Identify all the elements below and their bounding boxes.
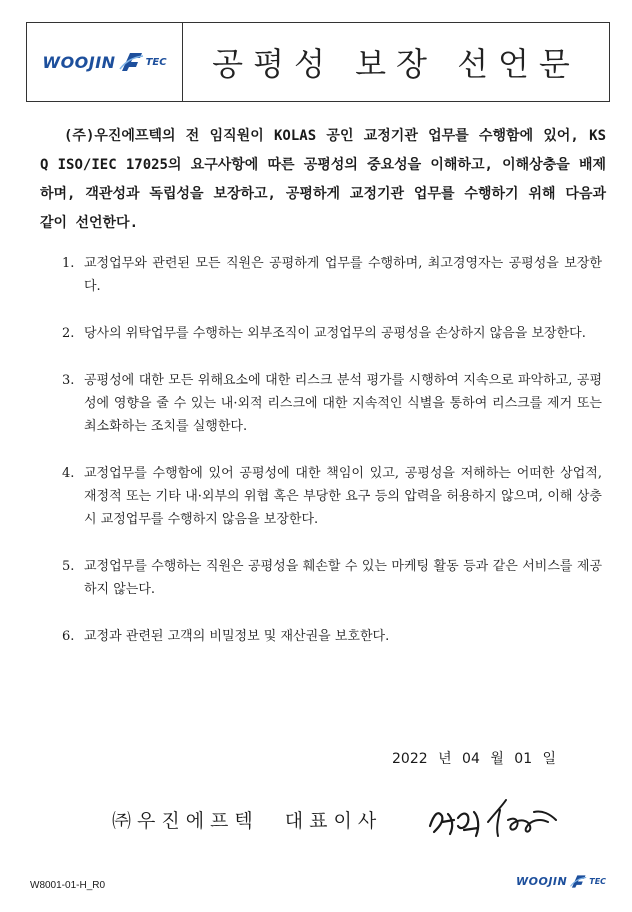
footer-logo-suffix: TEC (589, 877, 607, 886)
item-text: 교정업무를 수행하는 직원은 공평성을 훼손할 수 있는 마케팅 활동 등과 같은 서비스를 제공하지 않는다. (84, 559, 602, 597)
preamble-text: (주)우진에프텍의 전 임직원이 KOLAS 공인 교정기관 업무를 수행함에 있어, KS Q ISO/IEC 17025의 요구사항에 따른 공평성의 중요성을 이해하고, 이해상충을 배제하며, 객관성과 독립성을 보장하고, 공평하게 교정기관 업무를 수행하기 위해 다음과 같이 선언한다. (40, 128, 606, 231)
logo-word: WOOJIN (42, 52, 116, 72)
item-text: 당사의 위탁업무를 수행하는 외부조직이 교정업무의 공평성을 손상하지 않음을 보장한다. (84, 326, 586, 341)
page-title: 공평성 보장 선언문 (212, 45, 580, 83)
list-item (62, 555, 602, 601)
declaration-date: 2022 년 04 월 01 일 (392, 751, 557, 767)
item-number: 3. (62, 373, 75, 388)
document-code: W8001-01-H_R0 (30, 880, 106, 891)
item-text: 교정과 관련된 고객의 비밀정보 및 재산권을 보호한다. (84, 629, 390, 644)
document-header (26, 22, 610, 102)
company-logo (42, 51, 166, 73)
footer-logo-word: WOOJIN (516, 875, 568, 888)
logo-cell (27, 23, 183, 101)
list-item (62, 625, 602, 648)
logo-suffix: TEC (145, 56, 167, 68)
item-text: 공평성에 대한 모든 위해요소에 대한 리스크 분석 평가를 시행하여 지속으로 파악하고, 공평성에 영향을 줄 수 있는 내·외적 리스크에 대한 지속적인 식별을 통하여 리스크를 제거 또는 최소화하는 조치를 실행한다. (84, 373, 602, 434)
logo-emblem-icon (118, 51, 144, 73)
title-cell (183, 23, 609, 101)
item-number: 5. (62, 559, 75, 574)
signer-title: ㈜우진에프텍 대표이사 (112, 810, 383, 832)
declaration-list (62, 252, 602, 672)
item-number: 1. (62, 256, 75, 271)
item-text: 교정업무와 관련된 모든 직원은 공평하게 업무를 수행하며, 최고경영자는 공평성을 보장한다. (84, 256, 602, 294)
list-item (62, 252, 602, 298)
item-text: 교정업무를 수행함에 있어 공평성에 대한 책임이 있고, 공평성을 저해하는 어떠한 상업적, 재정적 또는 기타 내·외부의 위협 혹은 부당한 요구 등의 압력을 허용하지 않으며, 이해 상충 시 교정업무를 수행하지 않음을 보장한다. (84, 466, 602, 527)
item-number: 2. (62, 326, 75, 341)
footer-logo (516, 874, 606, 889)
footer-logo-emblem-icon (569, 874, 587, 889)
item-number: 4. (62, 466, 75, 481)
list-item (62, 369, 602, 438)
handwritten-signature-icon (424, 792, 564, 842)
list-item (62, 322, 602, 345)
list-item (62, 462, 602, 531)
item-number: 6. (62, 629, 75, 644)
